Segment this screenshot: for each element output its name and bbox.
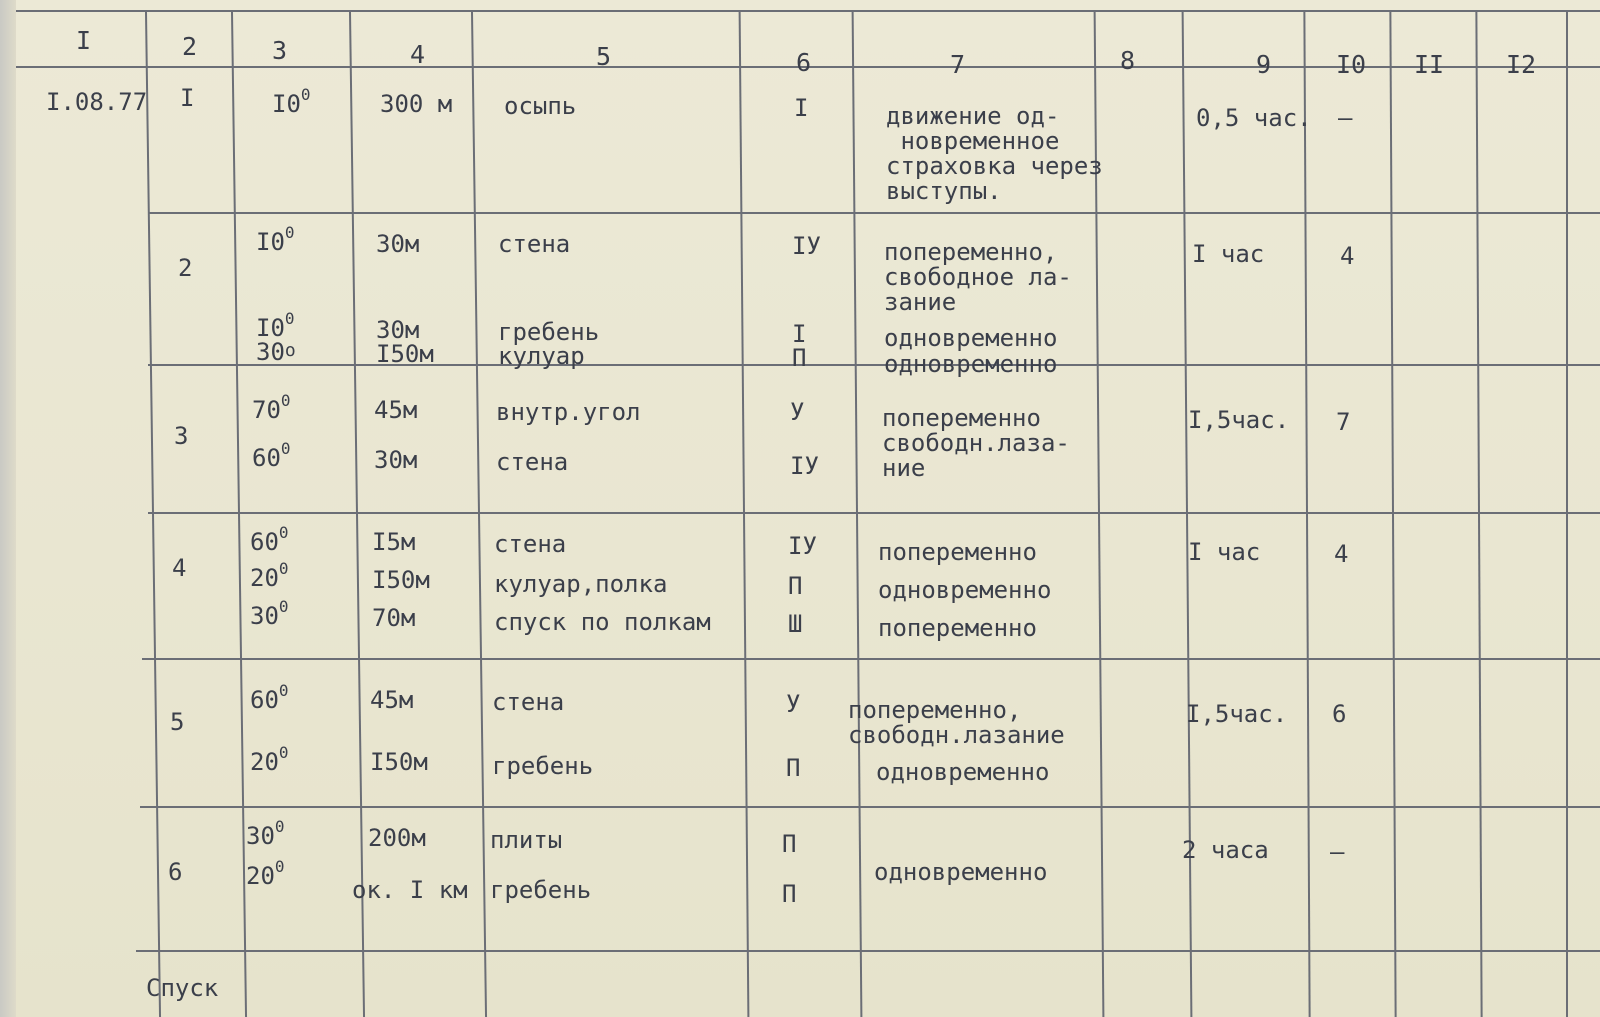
grid-line — [1566, 10, 1568, 1017]
angle-cell: $20^0$ — [246, 857, 285, 890]
length-cell: I50м — [372, 566, 430, 594]
movement-cell: попеременно — [878, 614, 1037, 642]
length-cell: I50м — [370, 748, 428, 776]
length-cell: 45м — [374, 396, 418, 424]
date-cell: I.08.77 — [46, 88, 148, 116]
length-cell: I50м — [376, 340, 434, 368]
section-number: 3 — [174, 422, 189, 450]
grid-line — [1475, 10, 1482, 1017]
difficulty-cell: П — [782, 830, 797, 858]
section-number: 5 — [170, 708, 185, 736]
length-cell: 300 м — [380, 90, 453, 118]
difficulty-cell: I — [794, 94, 809, 122]
difficulty-cell: Ш — [788, 610, 803, 638]
relief-cell: внутр.угол — [496, 398, 641, 426]
length-cell: 30м — [376, 316, 420, 344]
difficulty-cell: IУ — [788, 532, 817, 560]
relief-cell: кулуар — [498, 342, 585, 370]
relief-cell: стена — [494, 530, 567, 558]
grid-line — [852, 10, 862, 1017]
length-cell: 200м — [368, 824, 426, 852]
grid-line — [140, 806, 1600, 808]
time-cell: I час — [1192, 240, 1265, 268]
angle-cell: $70^0$ — [252, 391, 291, 424]
grid-line — [349, 10, 365, 1017]
hooks-cell: – — [1338, 104, 1353, 132]
hooks-cell: 7 — [1336, 408, 1351, 436]
angle-cell: 30o — [256, 338, 296, 366]
difficulty-cell: У — [786, 690, 801, 718]
section-number: I — [180, 84, 195, 112]
difficulty-cell: П — [786, 754, 801, 782]
relief-cell: гребень — [492, 752, 594, 780]
difficulty-cell: П — [792, 344, 807, 372]
relief-cell: гребень — [490, 876, 592, 904]
difficulty-cell: IУ — [790, 452, 819, 480]
time-cell: 0,5 час. — [1196, 104, 1312, 132]
movement-cell: попеременно, свободн.лазание — [848, 696, 1065, 749]
grid-line — [148, 364, 1600, 366]
angle-cell: $60^0$ — [250, 681, 289, 714]
length-cell: 30м — [376, 230, 420, 258]
angle-cell: $60^0$ — [250, 523, 289, 556]
relief-cell: плиты — [490, 826, 563, 854]
document-sheet — [16, 0, 1600, 1017]
grid-line — [739, 10, 749, 1017]
movement-cell: попеременно — [878, 538, 1037, 566]
relief-cell: спуск по полкам — [494, 608, 711, 636]
movement-cell: одновременно — [884, 324, 1058, 352]
movement-cell: одновременно — [878, 576, 1052, 604]
relief-cell: гребень — [498, 318, 600, 346]
difficulty-cell: I — [792, 320, 807, 348]
relief-cell: стена — [498, 230, 571, 258]
col-header-11: II — [1414, 50, 1445, 79]
difficulty-cell: У — [790, 398, 805, 426]
col-header-2: 2 — [182, 32, 198, 61]
relief-cell: осыпь — [504, 92, 577, 120]
page-edge — [0, 0, 16, 1017]
grid-line — [16, 10, 1600, 12]
angle-cell: $20^0$ — [250, 743, 289, 776]
section-number: 2 — [178, 254, 193, 282]
difficulty-cell: П — [788, 572, 803, 600]
grid-line — [145, 10, 161, 1017]
col-header-9: 9 — [1256, 50, 1272, 79]
angle-cell: $I0^0$ — [256, 309, 295, 342]
col-header-10: I0 — [1336, 50, 1367, 79]
angle-cell: $30^0$ — [250, 597, 289, 630]
grid-line — [142, 658, 1600, 660]
hooks-cell: 4 — [1340, 242, 1355, 270]
movement-cell: попеременно, свободное ла- зание — [884, 238, 1072, 316]
col-header-12: I2 — [1506, 50, 1537, 79]
hooks-cell: – — [1330, 838, 1345, 866]
descent-label: Спуск — [146, 974, 219, 1002]
length-cell: 30м — [374, 446, 418, 474]
difficulty-cell: IУ — [792, 232, 821, 260]
grid-line — [1389, 10, 1396, 1017]
grid-line — [1182, 10, 1192, 1017]
col-header-5: 5 — [596, 42, 612, 71]
length-cell: 45м — [370, 686, 414, 714]
col-header-1: I — [76, 26, 92, 55]
time-cell: I,5час. — [1186, 700, 1288, 728]
angle-cell: $I0^0$ — [272, 85, 311, 118]
length-cell: ок. I км — [352, 876, 468, 904]
col-header-6: 6 — [796, 48, 812, 77]
movement-cell: попеременно свободн.лаза- ние — [882, 404, 1070, 482]
col-header-4: 4 — [410, 40, 426, 69]
grid-line — [148, 512, 1600, 514]
grid-line — [231, 10, 247, 1017]
movement-cell: движение од- новременное страховка через выступы. — [886, 102, 1103, 205]
time-cell: 2 часа — [1182, 836, 1269, 864]
time-cell: I час — [1188, 538, 1261, 566]
section-number: 4 — [172, 554, 187, 582]
grid-line — [136, 950, 1600, 952]
section-number: 6 — [168, 858, 183, 886]
angle-cell: $60^0$ — [252, 439, 291, 472]
length-cell: 70м — [372, 604, 416, 632]
time-cell: I,5час. — [1188, 406, 1290, 434]
hooks-cell: 4 — [1334, 540, 1349, 568]
movement-cell: одновременно — [876, 758, 1050, 786]
angle-cell: $30^0$ — [246, 817, 285, 850]
hooks-cell: 6 — [1332, 700, 1347, 728]
angle-cell: $I0^0$ — [256, 223, 295, 256]
col-header-8: 8 — [1120, 46, 1136, 75]
length-cell: I5м — [372, 528, 416, 556]
col-header-3: 3 — [272, 36, 288, 65]
difficulty-cell: П — [782, 880, 797, 908]
relief-cell: стена — [496, 448, 569, 476]
relief-cell: кулуар,полка — [494, 570, 668, 598]
movement-cell: одновременно — [874, 858, 1048, 886]
grid-line — [1303, 10, 1310, 1017]
col-header-7: 7 — [950, 50, 966, 79]
movement-cell: одновременно — [884, 350, 1058, 378]
grid-line — [471, 10, 487, 1017]
grid-line — [148, 212, 1600, 214]
relief-cell: стена — [492, 688, 565, 716]
angle-cell: $20^0$ — [250, 559, 289, 592]
